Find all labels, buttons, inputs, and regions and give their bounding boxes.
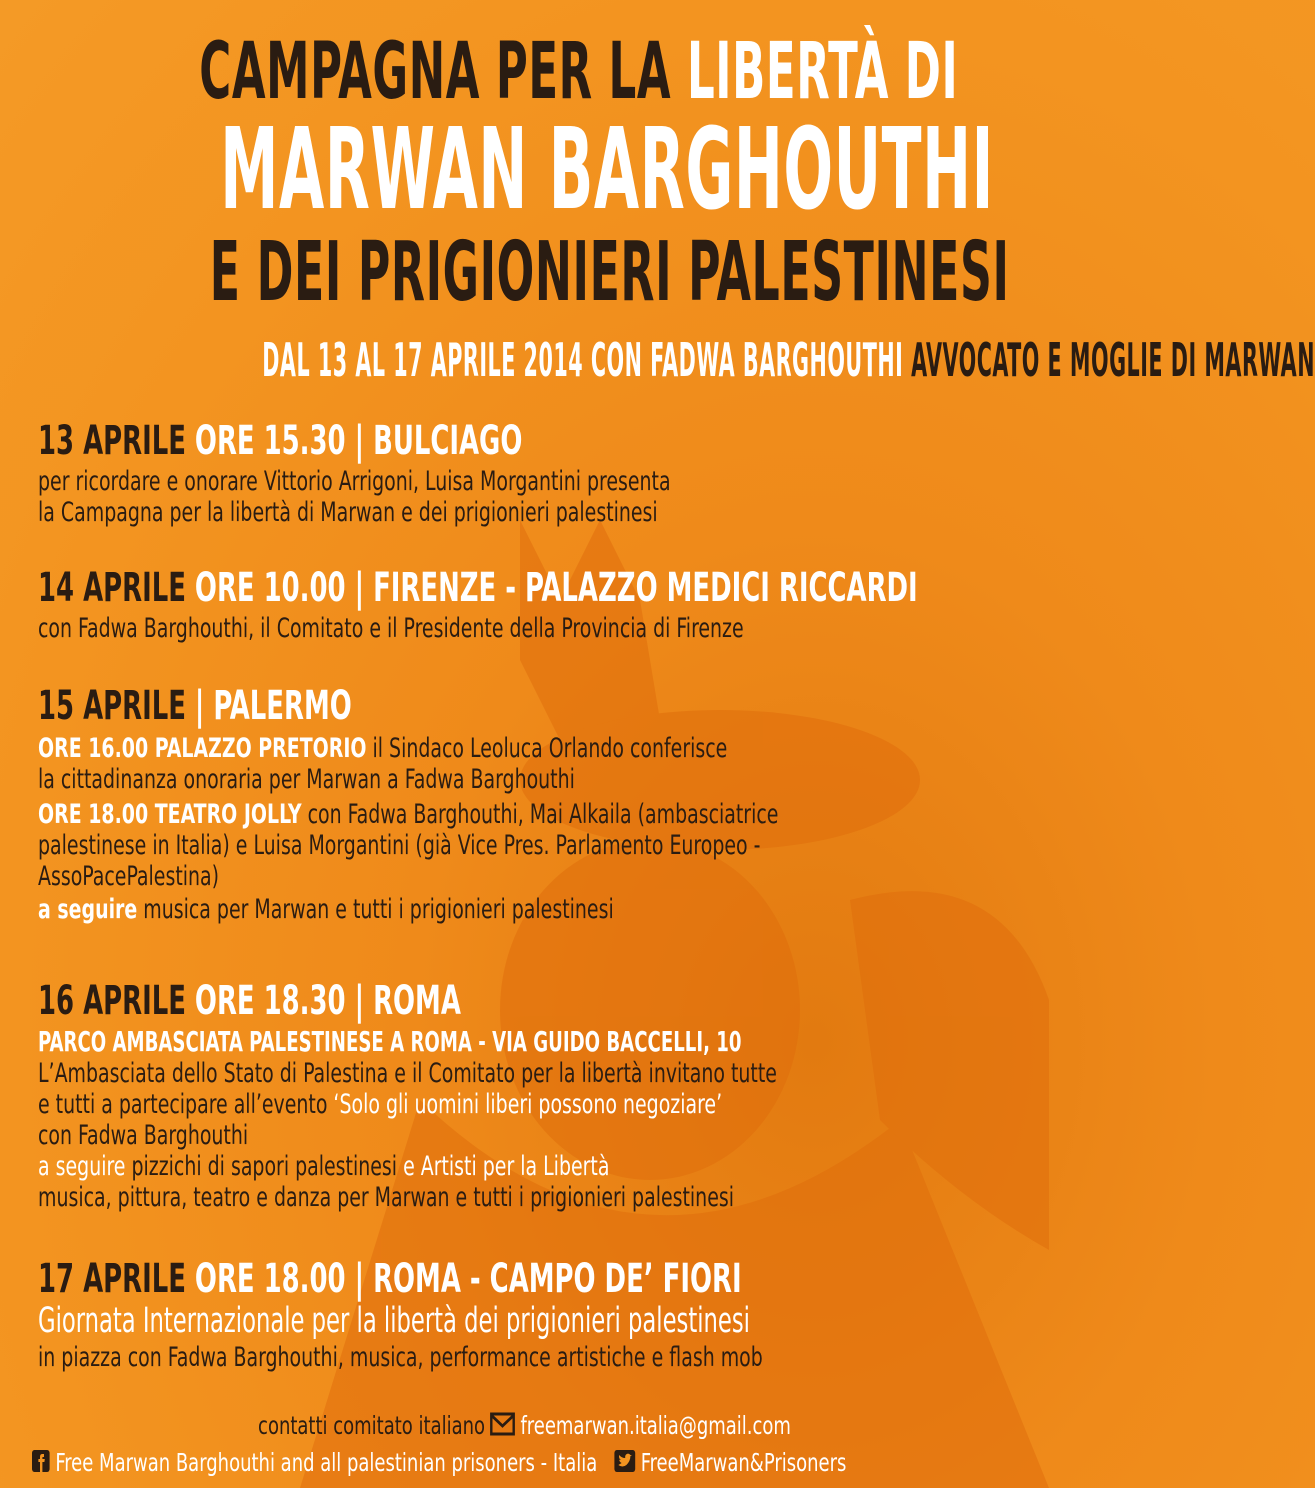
contacts-label: contatti comitato italiano (258, 1411, 491, 1440)
event-sub-text: la cittadinanza onoraria per Marwan a Fadwa Barghouthi (38, 764, 575, 795)
event-sub-text: palestinese in Italia) e Luisa Morgantini (già Vice Pres. Parlamento Europeo - (38, 830, 761, 861)
envelope-icon (491, 1412, 515, 1442)
facebook-page-link[interactable]: Free Marwan Barghouthi and all palestinian prisoners - Italia (55, 1448, 598, 1477)
event-highlight: a seguire (38, 1151, 126, 1182)
headline-campaign-text: CAMPAGNA PER LA (199, 27, 687, 117)
event-description: con Fadwa Barghouthi (38, 1120, 249, 1151)
footer-contacts (105, 1411, 944, 1442)
event-sub-text: AssoPacePalestina) (38, 861, 220, 892)
event-description: la Campagna per la libertà di Marwan e dei prigionieri palestinesi (38, 497, 658, 528)
event-description: con Fadwa Barghouthi, il Comitato e il Presidente della Provincia di Firenze (38, 613, 744, 644)
event-description: e tutti a partecipare all’evento (38, 1089, 334, 1120)
event-description: L’Ambasciata dello Stato di Palestina e il Comitato per la libertà invitano tutte (38, 1058, 777, 1089)
facebook-icon (32, 1449, 50, 1479)
email-link[interactable]: freemarwan.italia@gmail.com (520, 1411, 791, 1440)
event-title-quote: ‘Solo gli uomini liberi possono negoziare’ (333, 1089, 723, 1120)
event-description: per ricordare e onorare Vittorio Arrigoni, Luisa Morgantini presenta (38, 466, 671, 497)
event-13-april (38, 418, 1038, 528)
event-15-april (38, 683, 1038, 925)
dates-text: DAL 13 AL 17 APRILE 2014 (262, 333, 584, 387)
dates-banner (262, 333, 1315, 387)
event-sub-text: con Fadwa Barghouthi, Mai Alkaila (ambasciatrice (301, 799, 779, 830)
event-date: 16 APRILE (38, 978, 186, 1024)
event-date: 13 APRILE (38, 418, 186, 464)
headline-line-1 (199, 27, 959, 117)
guest-role: AVVOCATO E MOGLIE DI MARWAN (903, 333, 1315, 387)
twitter-handle-link[interactable]: FreeMarwan&Prisoners (640, 1448, 847, 1477)
headline-name: MARWAN BARGHOUTHI (220, 105, 994, 235)
footer-social (32, 1448, 871, 1479)
event-description: in piazza con Fadwa Barghouthi, musica, performance artistiche e flash mob (38, 1342, 763, 1373)
event-date: 17 APRILE (38, 1256, 186, 1302)
event-sub-text: il Sindaco Leoluca Orlando conferisce (366, 733, 728, 764)
event-17-april (38, 1256, 1038, 1373)
event-description: pizzichi di sapori palestinesi (125, 1151, 404, 1182)
event-place: PARCO AMBASCIATA PALESTINESE A ROMA - VIA GUIDO BACCELLI, 10 (38, 1025, 742, 1058)
event-sub-text: musica per Marwan e tutti i prigionieri palestinesi (137, 894, 614, 925)
headline-line-3: E DEI PRIGIONIERI PALESTINESI (209, 225, 1010, 320)
event-time-place: ORE 15.30 | BULCIAGO (185, 418, 523, 464)
event-description: musica, pittura, teatro e danza per Marwan e tutti i prigionieri palestinesi (38, 1182, 734, 1213)
event-time-place: ORE 18.30 | ROMA (185, 978, 461, 1024)
headline-liberty-text: LIBERTÀ DI (686, 27, 959, 117)
event-time-place: | PALERMO (185, 683, 352, 729)
event-highlight: e (403, 1151, 415, 1182)
con-text: CON (583, 333, 651, 387)
event-16-april (38, 978, 1038, 1213)
event-date: 14 APRILE (38, 565, 186, 611)
event-big-title: Giornata Internazionale per la libertà dei prigionieri palestinesi (38, 1301, 750, 1341)
guest-name: FADWA BARGHOUTHI (650, 333, 904, 387)
event-14-april (38, 565, 1038, 644)
event-time-place: ORE 10.00 | FIRENZE - PALAZZO MEDICI RICCARDI (185, 565, 918, 611)
event-sub-highlight: ORE 18.00 TEATRO JOLLY (38, 799, 302, 830)
event-sub-highlight: ORE 16.00 PALAZZO PRETORIO (38, 733, 367, 764)
event-highlight: Artisti per la Libertà (414, 1151, 610, 1182)
twitter-bird-icon (614, 1449, 635, 1479)
event-sub-highlight: a seguire (38, 894, 138, 925)
event-time-place: ORE 18.00 | ROMA - CAMPO DE’ FIORI (185, 1256, 742, 1302)
event-date: 15 APRILE (38, 683, 186, 729)
